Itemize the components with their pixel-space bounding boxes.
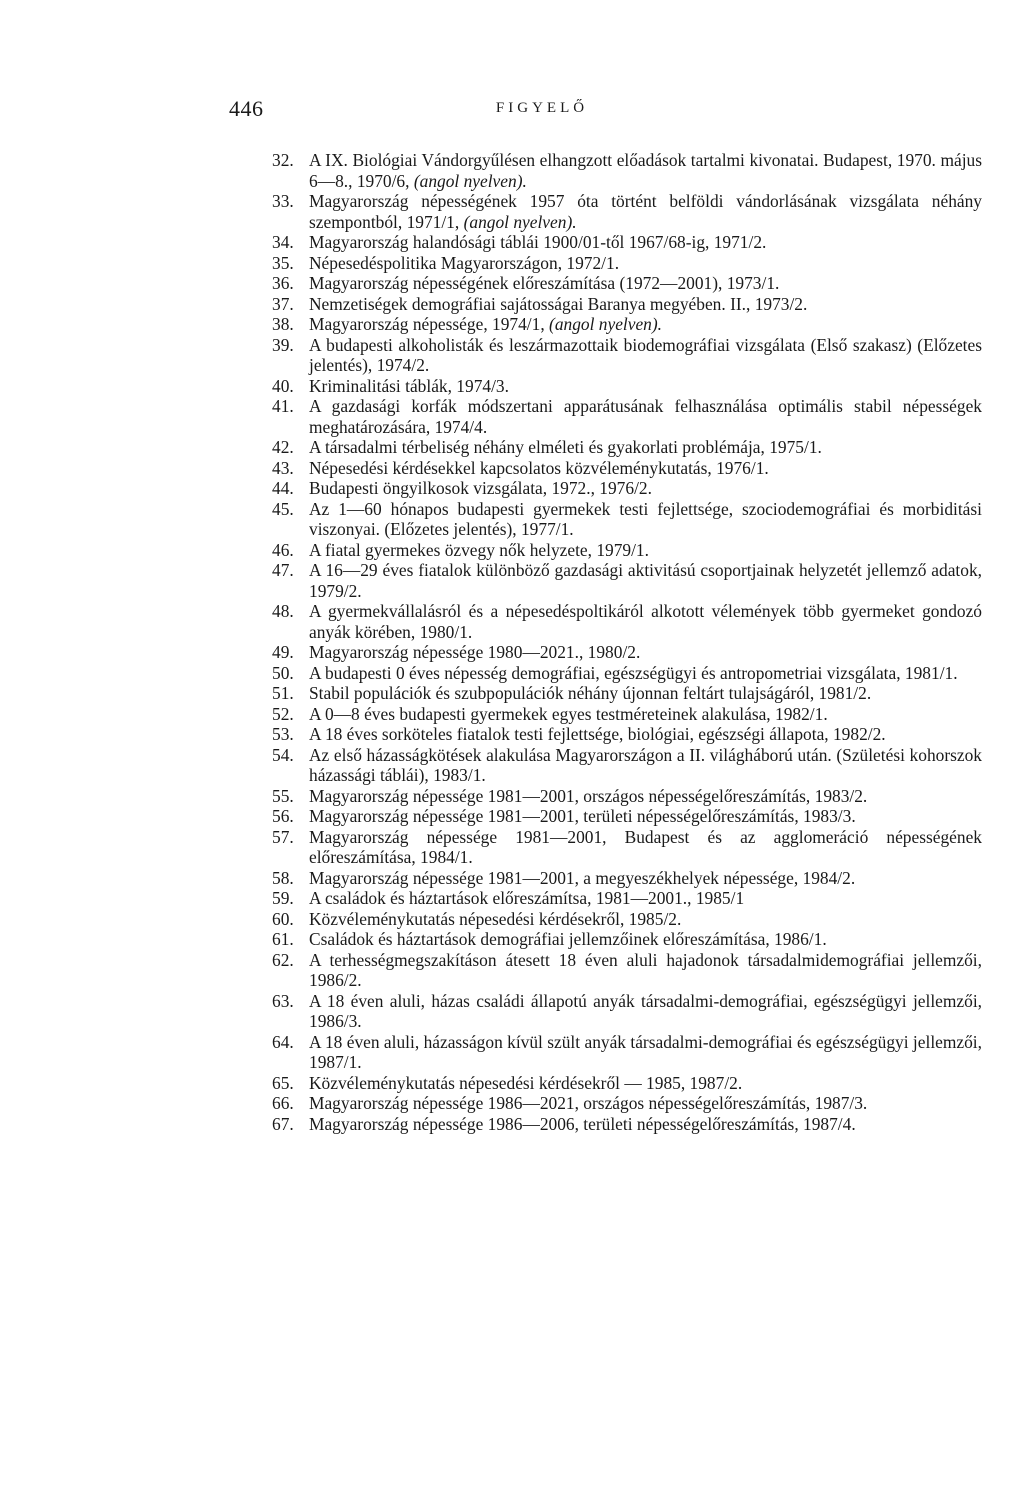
entry-number: 57. bbox=[272, 826, 294, 847]
list-item bbox=[272, 396, 982, 437]
list-item bbox=[272, 724, 982, 745]
entry-title: A társadalmi térbeliség néhány elméleti és gyakorlati problémája, 1975/1. bbox=[309, 437, 822, 457]
list-item bbox=[272, 191, 982, 232]
entry-number: 41. bbox=[272, 396, 294, 416]
list-item bbox=[272, 806, 982, 827]
entry-number: 62. bbox=[272, 949, 294, 970]
entry-number: 59. bbox=[272, 888, 294, 908]
list-item bbox=[272, 294, 982, 315]
entry-text bbox=[309, 540, 982, 561]
entry-text bbox=[309, 232, 982, 253]
entry-title: Magyarország halandósági táblái 1900/01-től 1967/68-ig, 1971/2. bbox=[309, 232, 767, 252]
entry-title: Nemzetiségek demográfiai sajátosságai Baranya megyében. II., 1973/2. bbox=[309, 293, 808, 314]
entry-number: 53. bbox=[272, 724, 294, 744]
entry-title: A 18 éven aluli, házas családi állapotú anyák társadalmi-demográfiai, egészségügyi jellemzői, 1986/3. bbox=[309, 990, 982, 1031]
entry-title: Magyarország népessége 1980—2021., 1980/2. bbox=[309, 642, 641, 662]
entry-list bbox=[272, 150, 982, 1134]
entry-title: Magyarország népessége 1981—2001, Budapest és az agglomeráció népességének előreszámítása, 1984/1. bbox=[309, 826, 982, 867]
entry-number: 55. bbox=[272, 785, 294, 806]
entry-text bbox=[309, 663, 982, 684]
entry-text bbox=[309, 478, 982, 499]
entry-title: A terhességmegszakításon átesett 18 éven aluli hajadonok társadalmidemográfiai jellemzői, 1986/2. bbox=[309, 949, 982, 990]
entry-title: A 0—8 éves budapesti gyermekek egyes testméreteinek alakulása, 1982/1. bbox=[309, 703, 828, 724]
list-item bbox=[272, 478, 982, 499]
list-item bbox=[272, 376, 982, 397]
entry-text bbox=[309, 929, 982, 950]
list-item bbox=[272, 909, 982, 930]
entry-title: Magyarország népességének előreszámítása (1972—2001), 1973/1. bbox=[309, 273, 780, 293]
entry-number: 67. bbox=[272, 1113, 294, 1134]
entry-text bbox=[309, 499, 982, 540]
list-item bbox=[272, 273, 982, 294]
entry-text bbox=[309, 1093, 982, 1114]
entry-text bbox=[309, 560, 982, 601]
entry-text bbox=[309, 601, 982, 642]
entry-language-note: (angol nyelven). bbox=[549, 314, 663, 334]
list-item bbox=[272, 929, 982, 950]
list-item bbox=[272, 1073, 982, 1094]
list-item bbox=[272, 786, 982, 807]
list-item bbox=[272, 437, 982, 458]
entry-language-note: (angol nyelven). bbox=[413, 170, 527, 191]
entry-text bbox=[309, 827, 982, 868]
entry-title: A budapesti alkoholisták és leszármazottaik biodemográfiai vizsgálata (Első szakasz) (Előzetes jelentés), 1974/2. bbox=[309, 334, 982, 375]
entry-text bbox=[309, 376, 982, 397]
list-item bbox=[272, 601, 982, 642]
entry-number: 50. bbox=[272, 662, 294, 683]
entry-number: 60. bbox=[272, 908, 294, 929]
entry-text bbox=[309, 745, 982, 786]
entry-number: 64. bbox=[272, 1031, 294, 1052]
entry-number: 42. bbox=[272, 437, 294, 457]
entry-text bbox=[309, 1073, 982, 1094]
entry-number: 49. bbox=[272, 642, 294, 662]
entry-title: A 16—29 éves fiatalok különböző gazdasági aktivitású csoportjainak helyzetét jellemző adatok, 1979/2. bbox=[309, 560, 982, 601]
list-item bbox=[272, 704, 982, 725]
entry-text bbox=[309, 683, 982, 704]
list-item bbox=[272, 663, 982, 684]
entry-text bbox=[309, 458, 982, 479]
list-item bbox=[272, 827, 982, 868]
entry-text bbox=[309, 950, 982, 991]
entry-text bbox=[309, 294, 982, 315]
entry-number: 35. bbox=[272, 252, 294, 273]
entry-text bbox=[309, 991, 982, 1032]
entry-title: Magyarország népessége 1986—2006, területi népességelőreszámítás, 1987/4. bbox=[309, 1113, 856, 1134]
entry-number: 52. bbox=[272, 703, 294, 724]
entry-number: 48. bbox=[272, 601, 294, 621]
entry-title: Az első házasságkötések alakulása Magyarországon a II. világháború után. (Születési kohorszok házassági táblái), 1983/1. bbox=[309, 744, 982, 785]
entry-title: Az 1—60 hónapos budapesti gyermekek testi fejlettsége, szociodemográfiai és morbiditási viszonyai. (Előzetes jelentés), 1977/1. bbox=[309, 498, 982, 539]
entry-number: 58. bbox=[272, 867, 294, 888]
entry-number: 61. bbox=[272, 929, 294, 949]
list-item bbox=[272, 1032, 982, 1073]
entry-text bbox=[309, 704, 982, 725]
entry-title: Magyarország népességének 1957 óta történt belföldi vándorlásának vizsgálata néhány szempontból, 1971/1, bbox=[309, 191, 982, 232]
list-item bbox=[272, 314, 982, 335]
entry-title: Magyarország népessége, 1974/1, bbox=[309, 314, 545, 334]
entry-title: Stabil populációk és szubpopulációk néhány újonnan feltárt tulajságáról, 1981/2. bbox=[309, 683, 872, 703]
entry-title: Magyarország népessége 1981—2001, területi népességelőreszámítás, 1983/3. bbox=[309, 806, 856, 826]
entry-title: A budapesti 0 éves népesség demográfiai, egészségügyi és antropometriai vizsgálata, 1981/1. bbox=[309, 662, 958, 683]
entry-number: 47. bbox=[272, 560, 294, 580]
list-item bbox=[272, 745, 982, 786]
entry-title: Népesedéspolitika Magyarországon, 1972/1. bbox=[309, 252, 620, 273]
entry-number: 44. bbox=[272, 478, 294, 498]
entry-title: Magyarország népessége 1986—2021, országos népességelőreszámítás, 1987/3. bbox=[309, 1093, 868, 1113]
list-item bbox=[272, 540, 982, 561]
list-item bbox=[272, 150, 982, 191]
entry-title: Magyarország népessége 1981—2001, országos népességelőreszámítás, 1983/2. bbox=[309, 785, 868, 806]
entry-language-note: (angol nyelven). bbox=[463, 211, 577, 232]
entry-number: 32. bbox=[272, 150, 294, 170]
entry-title: Magyarország népessége 1981—2001, a megyeszékhelyek népessége, 1984/2. bbox=[309, 867, 856, 888]
entry-title: Közvéleménykutatás népesedési kérdésekről, 1985/2. bbox=[309, 908, 682, 929]
entry-number: 45. bbox=[272, 498, 294, 519]
entry-number: 38. bbox=[272, 314, 294, 334]
list-item bbox=[272, 499, 982, 540]
entry-number: 33. bbox=[272, 191, 294, 211]
entry-title: A gyermekvállalásról és a népesedéspoltikáról alkotott vélemények több gyermeket gondozó anyák körében, 1980/1. bbox=[309, 601, 982, 642]
entry-title: Népesedési kérdésekkel kapcsolatos közvéleménykutatás, 1976/1. bbox=[309, 457, 769, 478]
entry-text bbox=[309, 314, 982, 335]
entry-text bbox=[309, 335, 982, 376]
list-item bbox=[272, 1093, 982, 1114]
entry-text bbox=[309, 1114, 982, 1135]
entry-text bbox=[309, 191, 982, 232]
entry-number: 34. bbox=[272, 232, 294, 252]
list-item bbox=[272, 1114, 982, 1135]
list-item bbox=[272, 642, 982, 663]
entry-title: A 18 éves sorköteles fiatalok testi fejlettsége, biológiai, egészségi állapota, 1982/2. bbox=[309, 724, 886, 744]
entry-text bbox=[309, 806, 982, 827]
entry-text bbox=[309, 150, 982, 191]
entry-number: 40. bbox=[272, 375, 294, 396]
page-number: 446 bbox=[229, 96, 264, 121]
entry-title: Kriminalitási táblák, 1974/3. bbox=[309, 375, 509, 396]
entry-title: A családok és háztartások előreszámítsa, 1981—2001., 1985/1 bbox=[309, 888, 745, 908]
entry-number: 43. bbox=[272, 457, 294, 478]
list-item bbox=[272, 335, 982, 376]
entry-number: 36. bbox=[272, 273, 294, 293]
entry-text bbox=[309, 868, 982, 889]
entry-title: A 18 éven aluli, házasságon kívül szült anyák társadalmi-demográfiai és egészségügyi jellemzői, 1987/1. bbox=[309, 1031, 982, 1072]
entry-text bbox=[309, 253, 982, 274]
list-item bbox=[272, 253, 982, 274]
entry-text bbox=[309, 724, 982, 745]
entry-number: 63. bbox=[272, 990, 294, 1011]
list-item bbox=[272, 868, 982, 889]
list-item bbox=[272, 458, 982, 479]
entry-text bbox=[309, 1032, 982, 1073]
entry-number: 65. bbox=[272, 1072, 294, 1093]
running-head: FIGYELŐ bbox=[495, 100, 589, 116]
entry-text bbox=[309, 437, 982, 458]
list-item bbox=[272, 683, 982, 704]
entry-number: 54. bbox=[272, 744, 294, 765]
entry-text bbox=[309, 909, 982, 930]
entry-text bbox=[309, 642, 982, 663]
entry-number: 37. bbox=[272, 293, 294, 314]
entry-title: Közvéleménykutatás népesedési kérdésekről — 1985, 1987/2. bbox=[309, 1072, 743, 1093]
list-item bbox=[272, 888, 982, 909]
entry-title: A IX. Biológiai Vándorgyűlésen elhangzott előadások tartalmi kivonatai. Budapest, 1970. május 6—8., 1970/6, bbox=[309, 150, 982, 191]
entry-number: 51. bbox=[272, 683, 294, 703]
list-item bbox=[272, 950, 982, 991]
entry-number: 39. bbox=[272, 334, 294, 355]
entry-number: 56. bbox=[272, 806, 294, 826]
entry-title: A fiatal gyermekes özvegy nők helyzete, 1979/1. bbox=[309, 539, 649, 560]
list-item bbox=[272, 232, 982, 253]
list-item bbox=[272, 991, 982, 1032]
list-item bbox=[272, 560, 982, 601]
entry-text bbox=[309, 273, 982, 294]
entry-title: A gazdasági korfák módszertani apparátusának felhasználása optimális stabil népességek meghatározására, 1974/4. bbox=[309, 396, 982, 437]
entry-number: 66. bbox=[272, 1093, 294, 1113]
entry-text bbox=[309, 786, 982, 807]
entry-text bbox=[309, 396, 982, 437]
entry-title: Budapesti öngyilkosok vizsgálata, 1972., 1976/2. bbox=[309, 478, 652, 498]
entry-title: Családok és háztartások demográfiai jellemzőinek előreszámítása, 1986/1. bbox=[309, 929, 827, 949]
entry-text bbox=[309, 888, 982, 909]
entry-number: 46. bbox=[272, 539, 294, 560]
